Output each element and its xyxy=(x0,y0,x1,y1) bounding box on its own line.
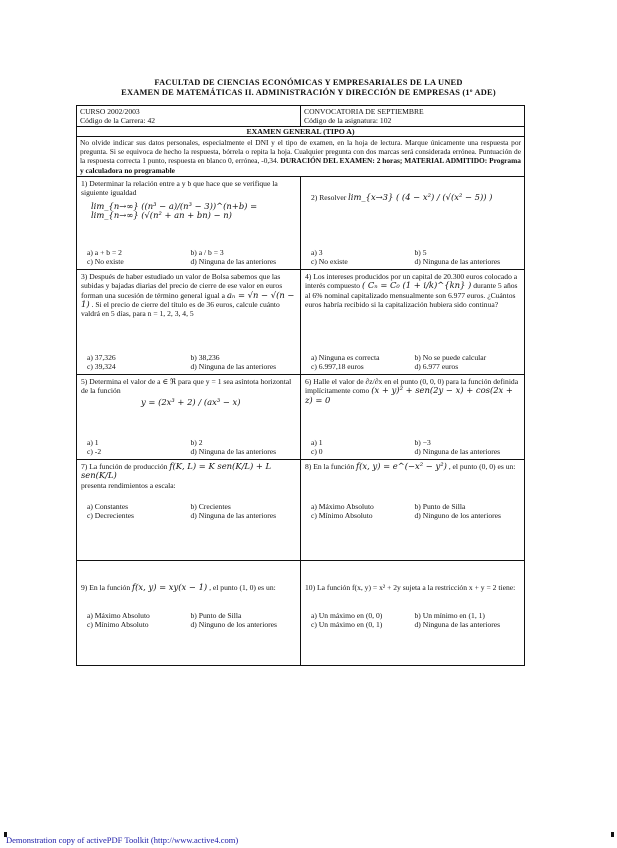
option-c[interactable]: c) 39,324 xyxy=(87,361,116,371)
question-9 xyxy=(77,561,300,665)
option-b[interactable]: b) Crecientes xyxy=(190,501,231,511)
option-d[interactable]: d) Ninguna de las anteriores xyxy=(414,446,501,456)
question-2-text: 2) Resolver xyxy=(311,192,347,202)
question-2 xyxy=(300,177,524,269)
option-d[interactable]: d) Ninguna de las anteriores xyxy=(414,619,501,629)
question-2-options xyxy=(311,248,518,266)
exam-sheet xyxy=(76,105,525,666)
option-b[interactable]: b) No se puede calcular xyxy=(414,352,487,362)
question-5-text: 5) Determina el valor de a ∈ ℜ para que y = 1 sea asíntota horizontal de la función xyxy=(81,376,292,396)
question-4-formula: ( Cₙ = C₀ (1 + i/k)^{kn} ) xyxy=(361,280,472,291)
option-c[interactable]: c) Mínimo Absoluto xyxy=(87,619,149,629)
option-a[interactable]: a) 37,326 xyxy=(87,352,116,362)
question-8-text: 8) En la función xyxy=(305,461,355,471)
corner-mark xyxy=(611,832,614,837)
question-row-1 xyxy=(77,177,524,270)
question-2-formula: lim_{x→3} ( (4 − x²) / (√(x² − 5)) ) xyxy=(348,191,493,202)
option-c[interactable]: c) Un máximo en (0, 1) xyxy=(311,619,383,629)
option-a[interactable]: a) 3 xyxy=(311,247,323,257)
question-7-text-cont: presenta rendimientos a escala: xyxy=(81,480,176,490)
question-4-text: 4) Los intereses producidos por un capital de 20.300 euros colocado a interés compuesto xyxy=(305,271,518,291)
question-5-options xyxy=(87,438,294,456)
question-1 xyxy=(77,177,300,269)
course-year: CURSO 2002/2003 xyxy=(80,107,140,116)
option-d[interactable]: d) 6.977 euros xyxy=(414,361,459,371)
question-4-options xyxy=(311,353,518,371)
question-8-options xyxy=(311,502,518,520)
career-code: Código de la Carrera: 42 xyxy=(80,116,156,125)
question-1-text: 1) Determinar la relación entre a y b que hace que se verifique la siguiente igualdad xyxy=(81,178,278,198)
question-5-formula: y = (2x³ + 2) / (ax³ − x) xyxy=(141,396,241,407)
option-a[interactable]: a) Ninguna es correcta xyxy=(311,352,380,362)
session-info xyxy=(300,106,524,126)
session-name: CONVOCATORIA DE SEPTIEMBRE xyxy=(304,107,424,116)
question-8 xyxy=(300,460,524,560)
question-7-formula: f(K, L) = K sen(K/L) + L sen(K/L) xyxy=(81,460,272,481)
question-9-options xyxy=(87,611,294,629)
option-c[interactable]: c) 6.997,18 euros xyxy=(311,361,364,371)
question-3-text: 3) Después de haber estudiado un valor de Bolsa sabemos que las subidas y bajadas diarias del precio de cierre de ese valor en euros forman una sucesión de término general igual a xyxy=(81,271,283,300)
option-b[interactable]: b) Punto de Silla xyxy=(414,501,466,511)
option-c[interactable]: c) -2 xyxy=(87,446,102,456)
option-d[interactable]: d) Ninguna de las anteriores xyxy=(414,256,501,266)
question-6-formula: (x + y)² + sen(2y − x) + cos(2x + z) = 0 xyxy=(305,385,513,405)
watermark-footer[interactable]: Demonstration copy of activePDF Toolkit (http://www.active4.com) xyxy=(6,835,239,845)
question-row-5 xyxy=(77,561,524,665)
question-9-text-cont: , el punto (1, 0) es un: xyxy=(209,582,276,592)
option-b[interactable]: b) 5 xyxy=(414,247,427,257)
question-10 xyxy=(300,561,524,665)
option-d[interactable]: d) Ninguno de los anteriores xyxy=(414,510,501,520)
option-a[interactable]: a) 1 xyxy=(87,437,99,447)
option-b[interactable]: b) Punto de Silla xyxy=(190,610,242,620)
option-b[interactable]: b) Un mínimo en (1, 1) xyxy=(414,610,485,620)
option-b[interactable]: b) −3 xyxy=(414,437,431,447)
question-5 xyxy=(77,375,300,459)
question-8-formula: f(x, y) = e^(−x² − y²) xyxy=(356,460,447,471)
question-4 xyxy=(300,270,524,374)
question-10-text: 10) La función f(x, y) = x² + 2y sujeta a la restricción x + y = 2 tiene: xyxy=(305,582,516,592)
option-a[interactable]: a) Un máximo en (0, 0) xyxy=(311,610,383,620)
option-a[interactable]: a) Máximo Absoluto xyxy=(311,501,374,511)
option-d[interactable]: d) Ninguno de los anteriores xyxy=(190,619,277,629)
option-b[interactable]: b) 38,236 xyxy=(190,352,220,362)
question-row-2 xyxy=(77,270,524,375)
question-3-text-cont: . Si el precio de cierre del título es de 36 euros, calcule cuánto valdrá en 5 días, para n = 1, 2, 3, 4, 5 xyxy=(81,300,280,319)
question-row-4 xyxy=(77,460,524,561)
question-10-options xyxy=(311,611,518,629)
course-info xyxy=(77,106,300,126)
question-3-options xyxy=(87,353,294,371)
option-b[interactable]: b) 2 xyxy=(190,437,203,447)
instructions-duration: DURACIÓN DEL EXAMEN: 2 horas; MATERIAL ADMITIDO: Programa y calculadora no programable xyxy=(80,156,521,175)
instructions-text: No olvide indicar sus datos personales, especialmente el DNI y el tipo de examen, en la hoja de lectura. Marque únicamente una respuesta por pregunta. Si se equivoca de hecho la respuesta, bórrela o repita la hoja. Cualquier pregunta con dos marcas será considerada errónea. Puntuación de la respuesta correcta 1 punto, respuesta en blanco 0, errónea, -0,34. xyxy=(80,138,521,166)
option-c[interactable]: c) Decrecientes xyxy=(87,510,135,520)
question-1-options xyxy=(87,248,294,266)
option-d[interactable]: d) Ninguna de las anteriores xyxy=(190,256,277,266)
question-6-options xyxy=(311,438,518,456)
question-3 xyxy=(77,270,300,374)
exam-type-title: EXAMEN GENERAL (TIPO A) xyxy=(77,127,524,137)
option-d[interactable]: d) Ninguna de las anteriores xyxy=(190,361,277,371)
question-7-options xyxy=(87,502,294,520)
option-d[interactable]: d) Ninguna de las anteriores xyxy=(190,446,277,456)
option-a[interactable]: a) 1 xyxy=(311,437,323,447)
question-6 xyxy=(300,375,524,459)
faculty-title: FACULTAD DE CIENCIAS ECONÓMICAS Y EMPRESARIALES DE LA UNED xyxy=(154,78,463,87)
option-d[interactable]: d) Ninguna de las anteriores xyxy=(190,510,277,520)
question-3-formula: aₙ = √n − √(n − 1) xyxy=(81,289,295,310)
question-8-text-cont: , el punto (0, 0) es un: xyxy=(448,461,516,471)
instructions xyxy=(77,137,524,177)
question-9-formula: f(x, y) = xy(x − 1) xyxy=(132,581,208,592)
question-row-3 xyxy=(77,375,524,460)
info-row xyxy=(77,106,524,127)
question-6-text: 6) Halle el valor de ∂z/∂x en el punto (0, 0, 0) para la función definida implícitamente como xyxy=(305,376,519,396)
option-b[interactable]: b) a / b = 3 xyxy=(190,247,224,257)
question-1-formula: lim_{n→∞} ((n³ − a)/(n³ − 3))^(n+b) = lim_{n→∞} (√(n² + an + bn) − n) xyxy=(91,200,258,221)
option-c[interactable]: c) Mínimo Absoluto xyxy=(311,510,373,520)
subject-code: Código de la asignatura: 102 xyxy=(304,116,392,125)
option-c[interactable]: c) No existe xyxy=(87,256,124,266)
exam-subject-title: EXAMEN DE MATEMÁTICAS II. ADMINISTRACIÓN Y DIRECCIÓN DE EMPRESAS (1º ADE) xyxy=(121,88,496,97)
option-c[interactable]: c) No existe xyxy=(311,256,348,266)
question-7 xyxy=(77,460,300,560)
option-c[interactable]: c) 0 xyxy=(311,446,323,456)
question-4-text-cont: durante 5 años al 6% nominal capitalizado mensualmente son 6.977 euros. ¿Cuántos euros habría recibido si la capitalización hubiera sido continua? xyxy=(305,281,518,310)
option-a[interactable]: a) Máximo Absoluto xyxy=(87,610,150,620)
option-a[interactable]: a) a + b = 2 xyxy=(87,247,122,257)
question-9-text: 9) En la función xyxy=(81,582,131,592)
option-a[interactable]: a) Constantes xyxy=(87,501,129,511)
question-7-text: 7) La función de producción xyxy=(81,461,168,471)
